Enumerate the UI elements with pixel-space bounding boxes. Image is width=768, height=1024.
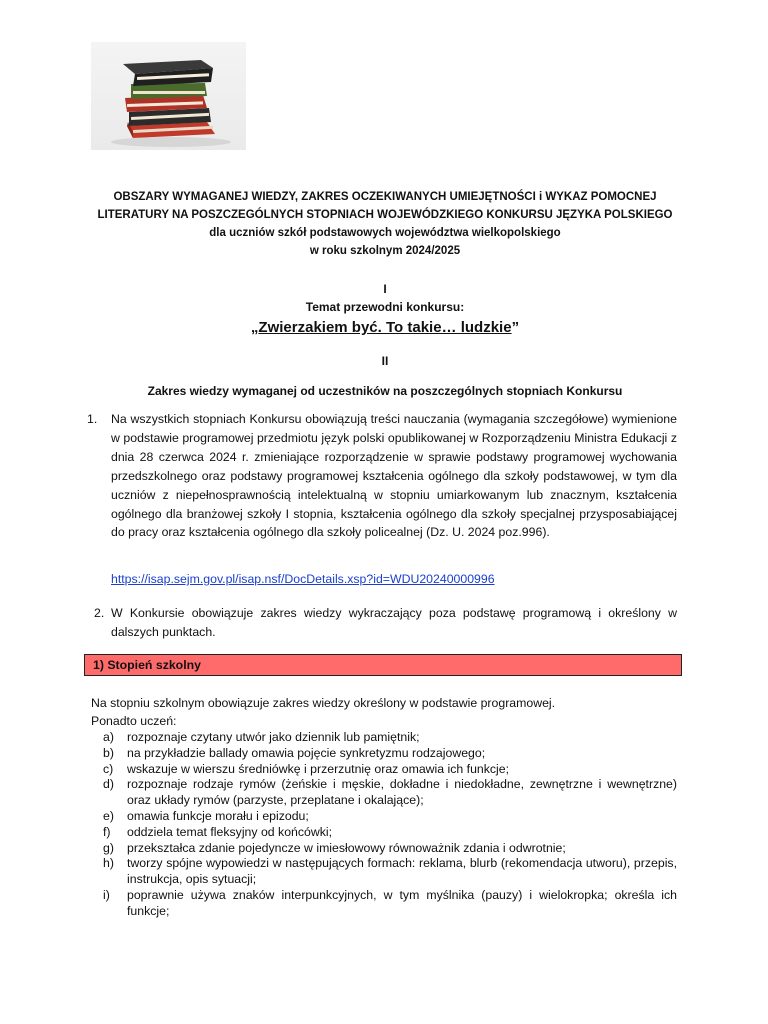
list-marker: c) xyxy=(103,761,114,776)
list-item-text: rozpoznaje czytany utwór jako dziennik lub pamiętnik; xyxy=(127,730,420,744)
list-item xyxy=(91,746,677,762)
item-1-number: 1. xyxy=(87,412,98,426)
list-marker: b) xyxy=(103,745,114,760)
item-1-text: Na wszystkich stopniach Konkursu obowiązują treści nauczania (wymagania szczegółowe) wymienione w podstawie programowej przedmiotu język polski opublikowanej w Rozporządzeniu Ministra Edukacji z dnia 28 czerwca 2024 r. zmieniające rozporządzenie w sprawie podstawy programowej wychowania przedszkolnego oraz podstawy programowej kształcenia ogólnego dla szkoły podstawowej, w tym dla uczniów z niepełnosprawnością intelektualną w stopniu umiarkowanym lub znacznym, kształcenia ogólnego dla branżowej szkoły I stopnia, kształcenia ogólnego dla szkoły specjalnej przysposabiającej do pracy oraz kształcenia ogólnego dla szkoły policealnej (Dz. U. 2024 poz.996). xyxy=(111,412,677,540)
list-item-text: tworzy spójne wypowiedzi w następujących formach: reklama, blurb (rekomendacja utworu), przepis, instrukcja, opis sytuacji; xyxy=(127,856,677,887)
document-title xyxy=(60,188,710,260)
skills-list xyxy=(91,730,677,920)
list-item xyxy=(91,809,677,825)
list-item-text: poprawnie używa znaków interpunkcyjnych, w tym myślnika (pauzy) i wielokropka; określa ich funkcje; xyxy=(127,887,677,918)
item-2-text: W Konkursie obowiązuje zakres wiedzy wykraczający poza podstawę programową i określony w dalszych punktach. xyxy=(111,606,677,639)
list-marker: f) xyxy=(103,824,111,839)
list-item xyxy=(91,888,677,920)
list-marker: a) xyxy=(103,730,114,744)
title-line: OBSZARY WYMAGANEJ WIEDZY, ZAKRES OCZEKIWANYCH UMIEJĘTNOŚCI i WYKAZ POMOCNEJ xyxy=(113,191,657,203)
quote-open: „ xyxy=(250,319,259,336)
list-item-text: wskazuje w wierszu średniówkę i przerzutnię oraz omawia ich funkcje; xyxy=(127,761,510,776)
theme-label: Temat przewodni konkursu: xyxy=(305,300,465,314)
list-marker: g) xyxy=(103,840,114,855)
quote-close: ” xyxy=(511,319,520,336)
list-item-text: na przykładzie ballady omawia pojęcie synkretyzmu rodzajowego; xyxy=(127,745,486,760)
list-item xyxy=(91,762,677,778)
list-item-text: przekształca zdanie pojedyncze w imiesłowowy równoważnik zdania i odwrotnie; xyxy=(127,840,566,855)
title-line: dla uczniów szkół podstawowych województwa wielkopolskiego xyxy=(209,227,561,239)
list-item xyxy=(91,856,677,888)
item-2-number: 2. xyxy=(94,606,105,620)
stage-school-header: 1) Stopień szkolny xyxy=(84,654,682,676)
stage-intro: Na stopniu szkolnym obowiązuje zakres wiedzy określony w podstawie programowej. xyxy=(91,696,556,710)
isap-link[interactable]: https://isap.sejm.gov.pl/isap.nsf/DocDetails.xsp?id=WDU20240000996 xyxy=(111,572,495,586)
list-item xyxy=(91,730,677,746)
list-item xyxy=(91,825,677,841)
list-item xyxy=(91,841,677,857)
competition-theme xyxy=(60,319,710,336)
book-stack-image xyxy=(91,42,246,150)
list-marker: h) xyxy=(103,856,114,871)
section-2-numeral: II xyxy=(381,354,389,368)
section-2-heading: Zakres wiedzy wymaganej od uczestników na poszczególnych stopniach Konkursu xyxy=(147,384,623,398)
list-item xyxy=(91,777,677,809)
stage-intro-2: Ponadto uczeń: xyxy=(91,714,177,728)
section-1-numeral: I xyxy=(383,282,387,296)
list-marker: e) xyxy=(103,808,114,823)
theme-text: Zwierzakiem być. To takie… ludzkie xyxy=(258,319,512,336)
list-item-text: rozpoznaje rodzaje rymów (żeńskie i męskie, dokładne i niedokładne, zewnętrzne i wewnętrzne) oraz układy rymów (parzyste, przeplatane i okalające); xyxy=(127,777,677,808)
list-item-text: omawia funkcje morału i epizodu; xyxy=(127,808,309,823)
list-marker: i) xyxy=(103,887,110,902)
title-line: LITERATURY NA POSZCZEGÓLNYCH STOPNIACH WOJEWÓDZKIEGO KONKURSU JĘZYKA POLSKIEGO xyxy=(97,209,673,221)
list-item-text: oddziela temat fleksyjny od końcówki; xyxy=(127,824,333,839)
list-marker: d) xyxy=(103,777,114,792)
title-line: w roku szkolnym 2024/2025 xyxy=(309,245,461,257)
